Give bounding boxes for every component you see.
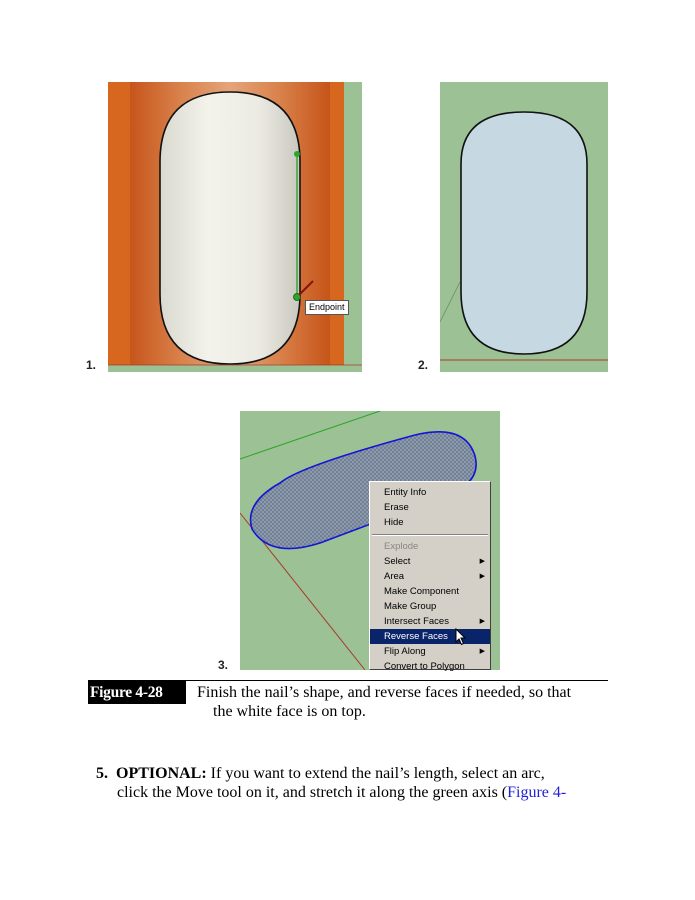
submenu-arrow-icon: ▶: [479, 648, 485, 655]
menu-item-make-group[interactable]: Make Group: [384, 601, 437, 612]
figure-label: Figure 4-28: [88, 681, 186, 704]
caption-line-1: Finish the nail’s shape, and reverse faces if needed, so that: [197, 684, 572, 701]
menu-item-area[interactable]: Area ▶: [384, 571, 485, 582]
menu-item-entity-info[interactable]: Entity Info: [384, 487, 427, 498]
menu-item-flip-along[interactable]: Flip Along ▶: [384, 646, 485, 657]
endpoint-tooltip: Endpoint: [305, 300, 349, 315]
step-number: 5.: [96, 765, 108, 782]
figure-link[interactable]: Figure 4-: [507, 784, 567, 801]
step-line-1: If you want to extend the nail’s length, select an arc,: [206, 765, 545, 782]
menu-separator: [372, 534, 488, 536]
step-line-2: click the Move tool on it, and stretch it along the green axis (: [117, 784, 508, 801]
panel-number-3: 3.: [218, 658, 229, 672]
context-menu: [369, 481, 491, 670]
step-5-paragraph: [96, 764, 616, 802]
menu-item-select[interactable]: Select ▶: [384, 556, 485, 567]
panel-number-1: 1.: [86, 358, 97, 372]
menu-item-convert-to-polygon[interactable]: Convert to Polygon: [384, 661, 465, 672]
figure-caption: [197, 683, 612, 721]
step-bold-lead: OPTIONAL:: [116, 765, 207, 782]
panel-2-image: [440, 82, 608, 372]
panel-number-2: 2.: [418, 358, 429, 372]
submenu-arrow-icon: ▶: [479, 573, 485, 580]
submenu-arrow-icon: ▶: [479, 618, 485, 625]
menu-item-erase[interactable]: Erase: [384, 502, 409, 513]
caption-line-2: the white face is on top.: [213, 703, 366, 720]
panel-1-image: [108, 82, 362, 372]
menu-item-intersect-faces[interactable]: Intersect Faces ▶: [384, 616, 485, 627]
menu-item-explode: Explode: [384, 541, 419, 552]
menu-item-hide[interactable]: Hide: [384, 517, 404, 528]
submenu-arrow-icon: ▶: [479, 558, 485, 565]
menu-item-reverse-faces[interactable]: Reverse Faces: [370, 629, 490, 644]
menu-item-make-component[interactable]: Make Component: [384, 586, 459, 597]
mouse-cursor-icon: [455, 628, 467, 646]
